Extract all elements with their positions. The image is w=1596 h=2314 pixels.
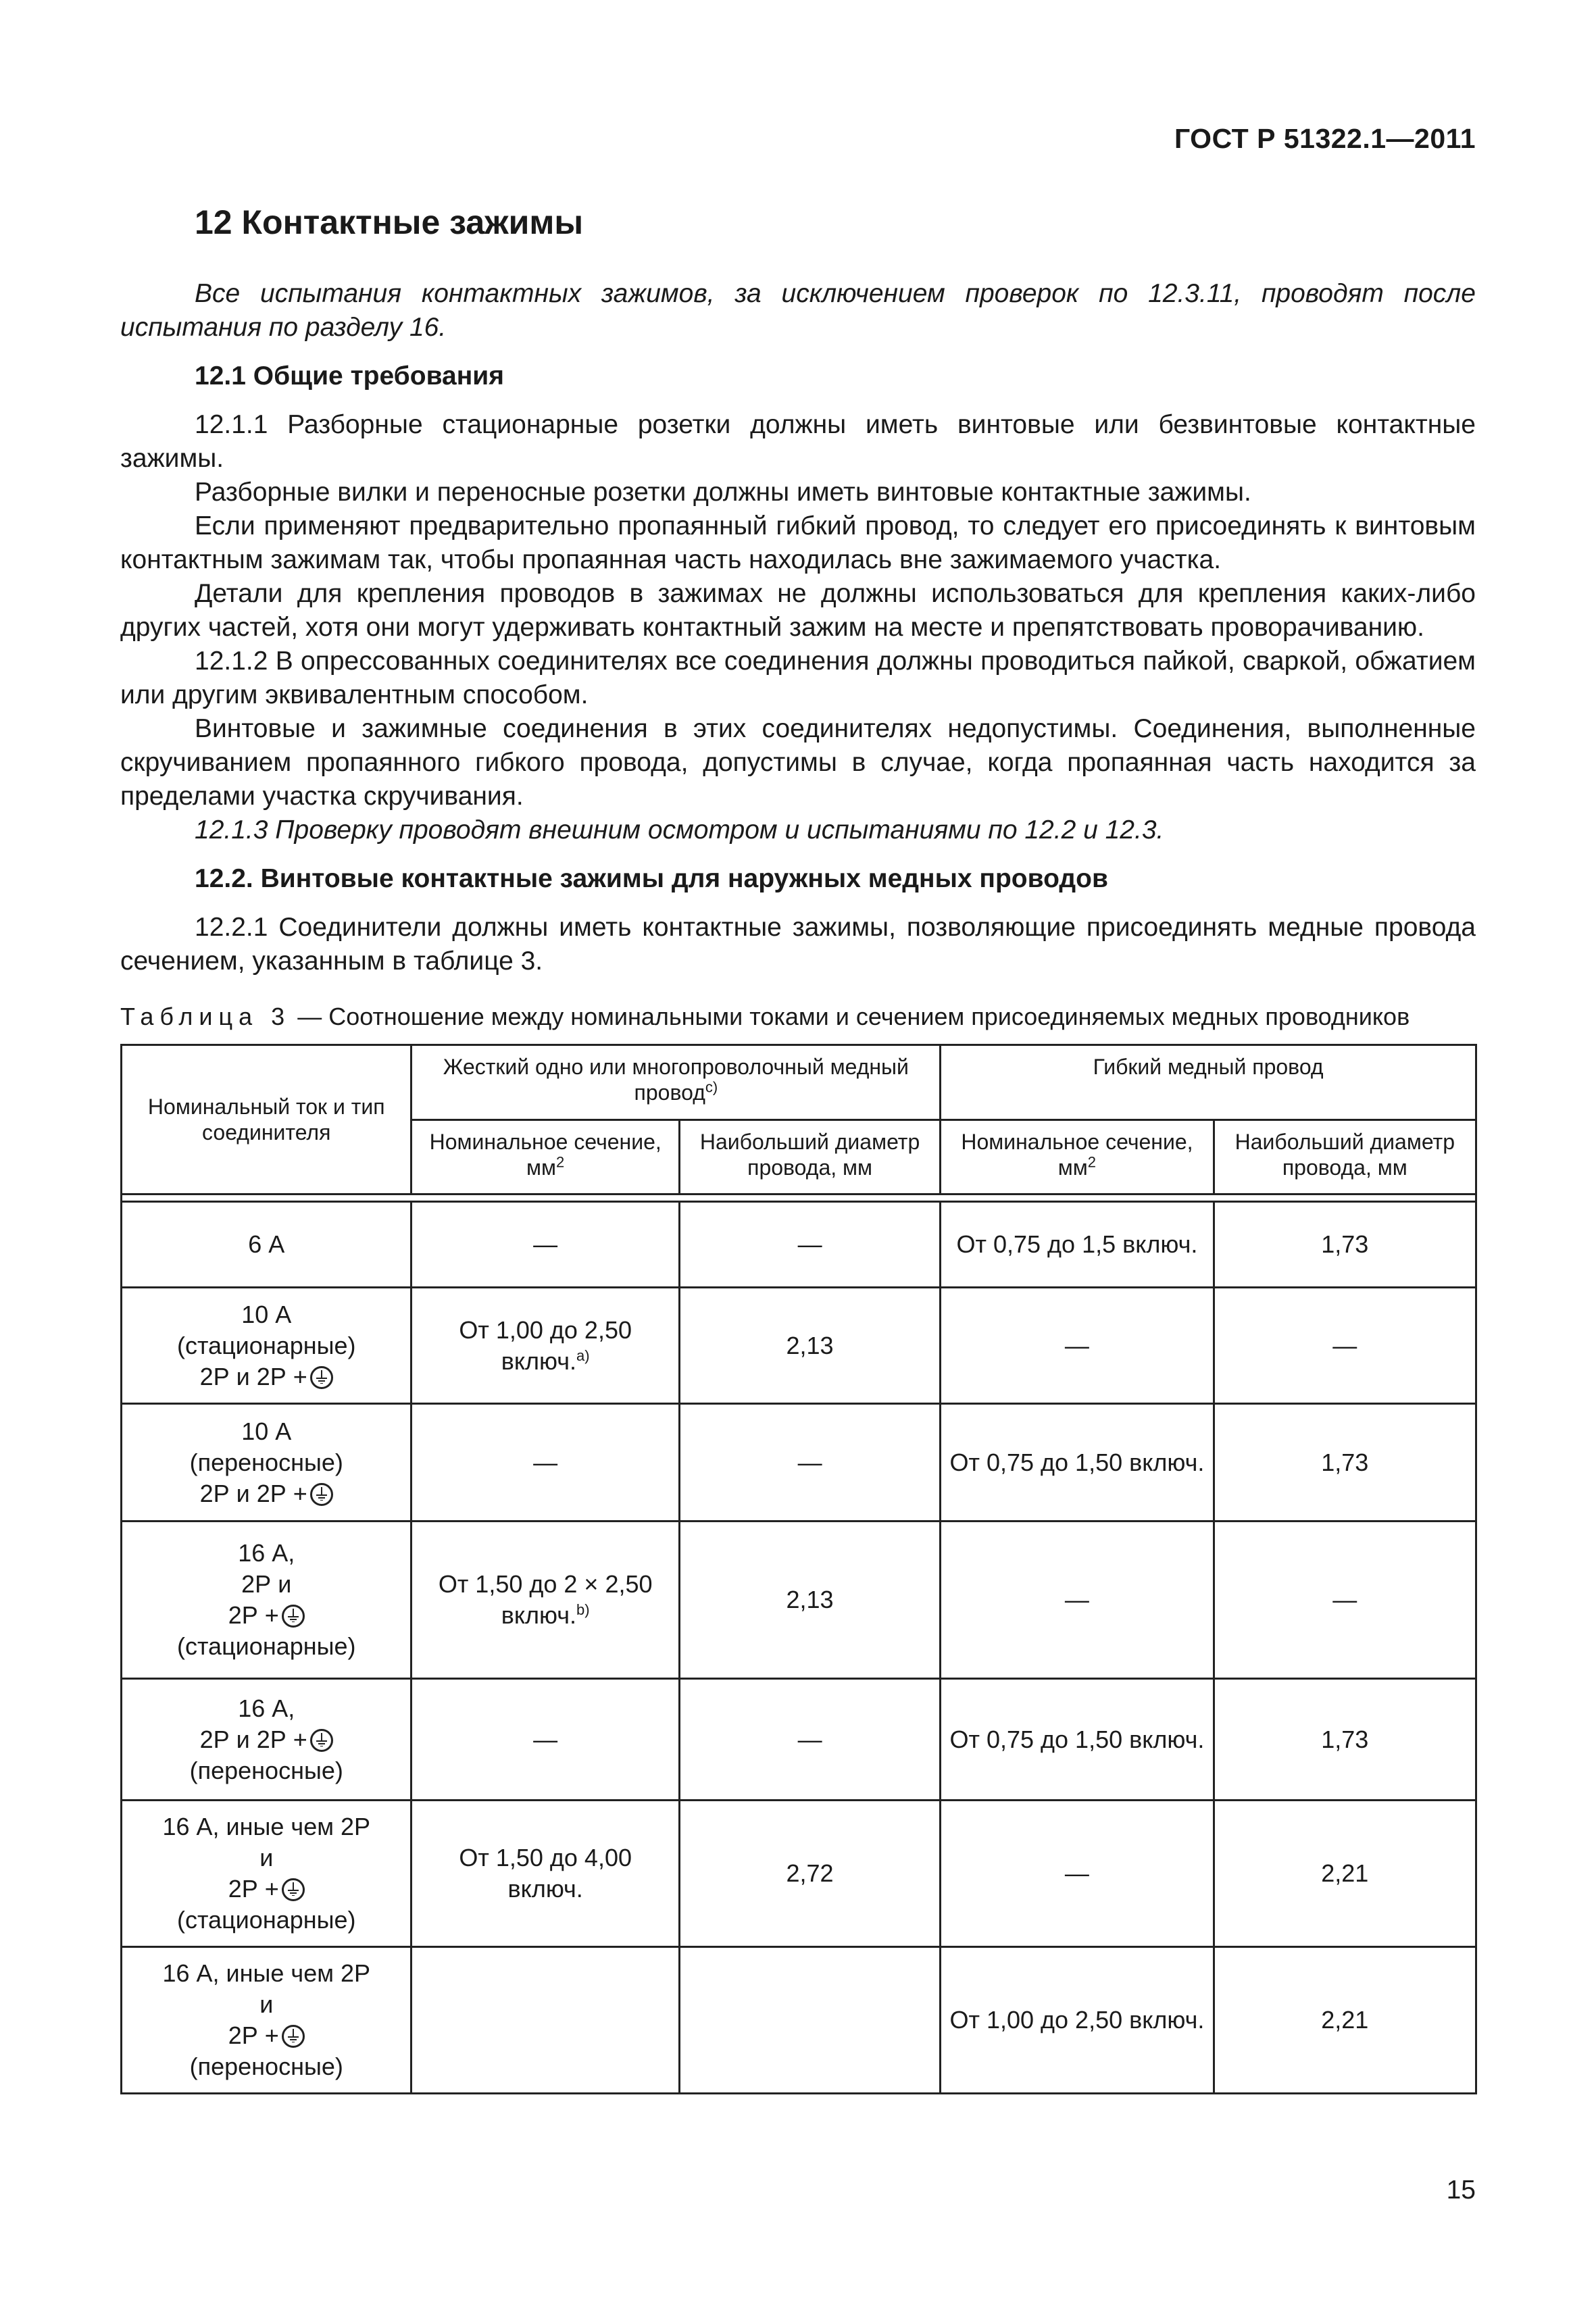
cell-rigid-diameter: 2,13 bbox=[679, 1521, 940, 1679]
type-line: 2Р + bbox=[228, 1601, 279, 1629]
cell-rigid-section bbox=[412, 1288, 679, 1404]
type-line: 2Р + bbox=[228, 1875, 279, 1903]
header-flexible-wire: Гибкий медный провод bbox=[941, 1045, 1476, 1120]
table-row bbox=[122, 1947, 1476, 2094]
earth-icon bbox=[310, 1366, 333, 1389]
type-line: 2Р и 2Р + bbox=[199, 1479, 307, 1507]
cell-flex-diameter: 1,73 bbox=[1214, 1679, 1476, 1801]
header-flex-diameter: Наибольший диаметр провода, мм bbox=[1214, 1120, 1476, 1194]
cell-flex-section: От 0,75 до 1,50 включ. bbox=[941, 1679, 1214, 1801]
cell-rigid-section: От 1,50 до 4,00 включ. bbox=[412, 1801, 679, 1947]
cell-rigid-section bbox=[412, 1521, 679, 1679]
cell-rigid-section: — bbox=[412, 1404, 679, 1521]
header-section-sup: 2 bbox=[556, 1153, 565, 1171]
section-title: 12 Контактные зажимы bbox=[195, 203, 584, 241]
cell-flex-section: — bbox=[941, 1521, 1214, 1679]
paragraph: Детали для крепления проводов в зажимах не должны использоваться для крепления каких-либо других частей, хотя они могут удерживать контактный зажим на месте и препятствовать проворачиванию. bbox=[120, 579, 1476, 642]
type-line-with-icon bbox=[130, 1873, 402, 1905]
type-line: (переносные) bbox=[189, 1756, 343, 1784]
type-line: 16 А, bbox=[238, 1539, 295, 1567]
paragraph: 12.1.1 Разборные стационарные розетки должны иметь винтовые или безвинтовые контактные зажимы. bbox=[120, 410, 1476, 473]
footnote-ref: c) bbox=[705, 1078, 718, 1096]
table-3 bbox=[120, 1044, 1477, 2094]
cell-flex-diameter: 1,73 bbox=[1214, 1404, 1476, 1521]
earth-icon bbox=[310, 1483, 333, 1506]
type-line: и bbox=[259, 1990, 274, 2018]
rigid-section-text: От 1,00 до 2,50 включ. bbox=[459, 1315, 632, 1375]
cell-flex-diameter: — bbox=[1214, 1288, 1476, 1404]
earth-icon bbox=[282, 1878, 305, 1901]
document-id: ГОСТ Р 51322.1—2011 bbox=[1174, 123, 1476, 154]
subsection-heading: 12.1 Общие требования bbox=[195, 361, 505, 391]
footnote-ref: a) bbox=[576, 1347, 590, 1364]
cell-flex-section: От 1,00 до 2,50 включ. bbox=[941, 1947, 1214, 2094]
paragraph: Если применяют предварительно пропаянный гибкий провод, то следует его присоединять к винтовым контактным зажимам так, чтобы пропаянная часть находилась вне зажимаемого участка. bbox=[120, 511, 1476, 574]
page-number: 15 bbox=[1446, 2175, 1476, 2205]
earth-icon bbox=[282, 1605, 305, 1628]
header-flex-section bbox=[941, 1120, 1214, 1194]
cell-flex-section: От 0,75 до 1,5 включ. bbox=[941, 1202, 1214, 1288]
cell-flex-section: — bbox=[941, 1288, 1214, 1404]
rigid-section-text: От 1,50 до 2 × 2,50 включ. bbox=[438, 1570, 653, 1629]
type-line: 16 А, bbox=[238, 1694, 295, 1722]
cell-type bbox=[122, 1801, 412, 1947]
type-line: 16 А, иные чем 2Р bbox=[162, 1959, 370, 1987]
header-rigid-diameter: Наибольший диаметр провода, мм bbox=[679, 1120, 940, 1194]
header-rigid-section bbox=[412, 1120, 679, 1194]
type-line: (стационарные) bbox=[176, 1906, 356, 1934]
cell-flex-diameter: — bbox=[1214, 1521, 1476, 1679]
subsection-heading: 12.2. Винтовые контактные зажимы для наружных медных проводов bbox=[195, 864, 1108, 893]
cell-type bbox=[122, 1679, 412, 1801]
cell-flex-section: От 0,75 до 1,50 включ. bbox=[941, 1404, 1214, 1521]
type-line-with-icon bbox=[130, 1361, 402, 1392]
cell-rigid-section bbox=[412, 1947, 679, 2094]
type-line: 2Р и 2Р + bbox=[199, 1362, 307, 1390]
header-rigid-wire bbox=[412, 1045, 941, 1120]
cell-flex-section: — bbox=[941, 1801, 1214, 1947]
type-line: 16 А, иные чем 2Р bbox=[162, 1813, 370, 1840]
body-text bbox=[120, 277, 1476, 978]
table-row bbox=[122, 1521, 1476, 1679]
type-line-with-icon bbox=[130, 1724, 402, 1755]
header-section-sup: 2 bbox=[1087, 1153, 1097, 1171]
earth-icon bbox=[282, 2025, 305, 2048]
table-row bbox=[122, 1202, 1476, 1288]
table-caption-label: Таблица 3 bbox=[120, 1003, 291, 1030]
type-line: 2Р + bbox=[228, 2021, 279, 2049]
cell-rigid-diameter: 2,13 bbox=[679, 1288, 940, 1404]
table-caption-text: — Соотношение между номинальными токами и сечением присоединяемых медных проводников bbox=[291, 1003, 1410, 1030]
type-line: (переносные) bbox=[189, 1448, 343, 1476]
cell-rigid-diameter: — bbox=[679, 1404, 940, 1521]
type-line: 6 А bbox=[248, 1230, 285, 1258]
table-caption bbox=[120, 1002, 1476, 1032]
cell-rigid-diameter: 2,72 bbox=[679, 1801, 940, 1947]
type-line-with-icon bbox=[130, 1600, 402, 1631]
header-section-label: Номинальное сечение, мм bbox=[429, 1130, 662, 1180]
cell-rigid-diameter: — bbox=[679, 1202, 940, 1288]
cell-rigid-section: — bbox=[412, 1679, 679, 1801]
table-row bbox=[122, 1288, 1476, 1404]
table-row bbox=[122, 1801, 1476, 1947]
table-row bbox=[122, 1679, 1476, 1801]
type-line: 10 А bbox=[241, 1417, 292, 1445]
cell-flex-diameter: 2,21 bbox=[1214, 1947, 1476, 2094]
cell-rigid-diameter: — bbox=[679, 1679, 940, 1801]
type-line: и bbox=[259, 1844, 274, 1871]
paragraph: Винтовые и зажимные соединения в этих соединителях недопустимы. Соединения, выполненные скручиванием пропаянного гибкого провода, допустимы в случае, когда пропаянная часть находится за пределами участка скручивания. bbox=[120, 714, 1476, 811]
cell-type bbox=[122, 1947, 412, 2094]
cell-type bbox=[122, 1202, 412, 1288]
cell-rigid-diameter bbox=[679, 1947, 940, 2094]
type-line: 2Р и bbox=[241, 1570, 292, 1598]
cell-type bbox=[122, 1521, 412, 1679]
type-line: (стационарные) bbox=[176, 1331, 356, 1359]
table-row bbox=[122, 1404, 1476, 1521]
header-rigid-label: Жесткий одно или многопроволочный медный провод bbox=[443, 1055, 909, 1105]
type-line: (стационарные) bbox=[176, 1632, 356, 1660]
type-line: 2Р и 2Р + bbox=[199, 1725, 307, 1753]
header-type: Номинальный ток и тип соединителя bbox=[122, 1045, 412, 1194]
cell-flex-diameter: 2,21 bbox=[1214, 1801, 1476, 1947]
cell-flex-diameter: 1,73 bbox=[1214, 1202, 1476, 1288]
cell-type bbox=[122, 1288, 412, 1404]
header-section-label: Номинальное сечение, мм bbox=[961, 1130, 1193, 1180]
paragraph: 12.1.2 В опрессованных соединителях все соединения должны проводиться пайкой, сваркой, обжатием или другим эквивалентным способом. bbox=[120, 647, 1476, 709]
type-line-with-icon bbox=[130, 1478, 402, 1509]
cell-rigid-section: — bbox=[412, 1202, 679, 1288]
header-separator bbox=[122, 1194, 1476, 1202]
paragraph: Разборные вилки и переносные розетки должны иметь винтовые контактные зажимы. bbox=[195, 478, 1251, 507]
type-line: (переносные) bbox=[189, 2053, 343, 2080]
cell-type bbox=[122, 1404, 412, 1521]
paragraph: 12.2.1 Соединители должны иметь контактные зажимы, позволяющие присоединять медные провода сечением, указанным в таблице 3. bbox=[120, 913, 1476, 976]
type-line-with-icon bbox=[130, 2020, 402, 2051]
type-line: 10 А bbox=[241, 1300, 292, 1328]
footnote-ref: b) bbox=[576, 1601, 590, 1618]
paragraph: Все испытания контактных зажимов, за исключением проверок по 12.3.11, проводят после испытания по разделу 16. bbox=[120, 279, 1476, 342]
paragraph: 12.1.3 Проверку проводят внешним осмотром и испытаниями по 12.2 и 12.3. bbox=[195, 815, 1164, 845]
earth-icon bbox=[310, 1729, 333, 1752]
